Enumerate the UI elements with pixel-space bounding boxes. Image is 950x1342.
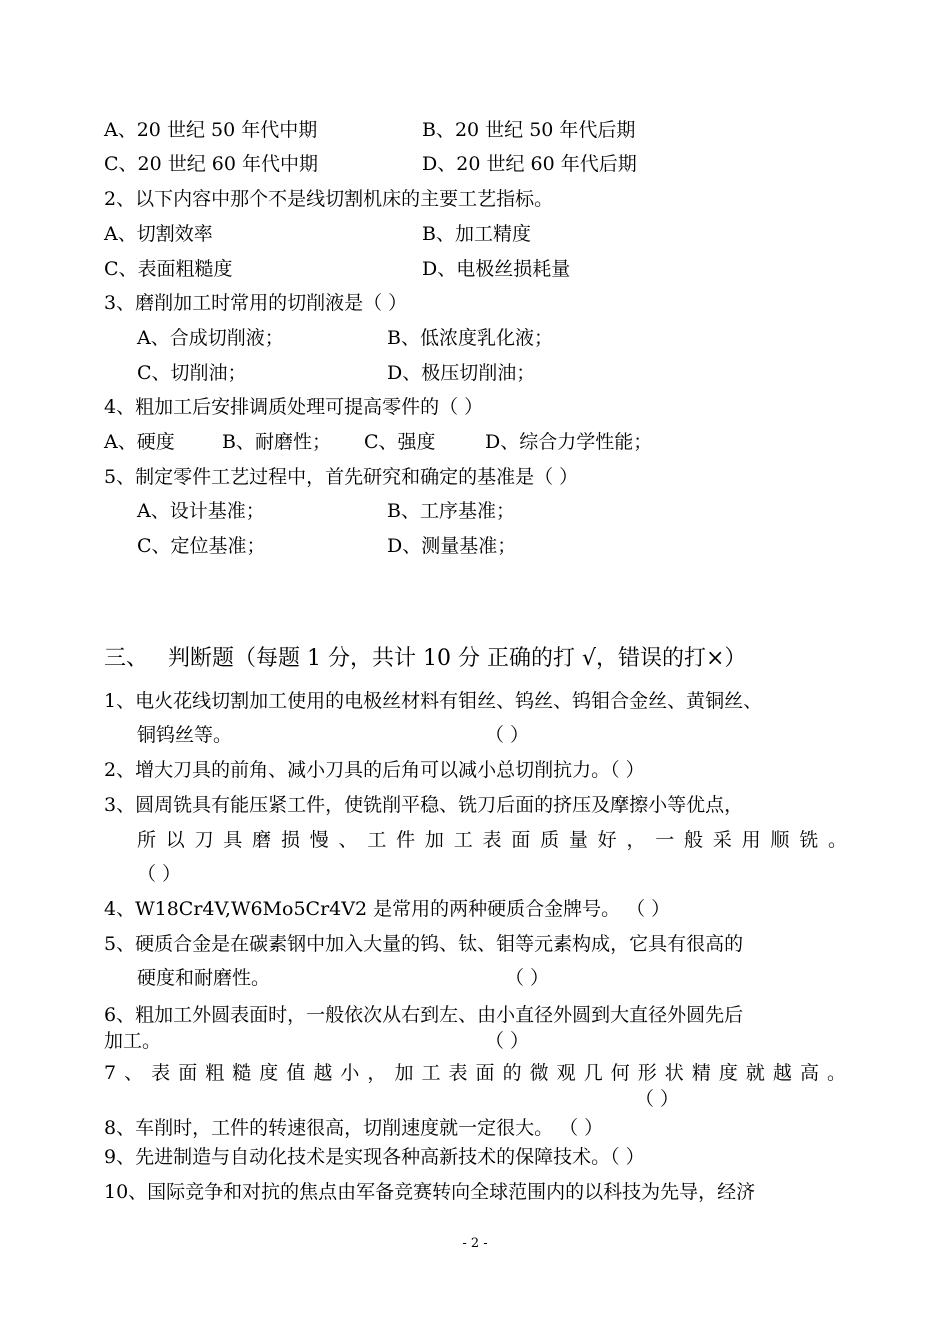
tf-q9: 9、先进制造与自动化技术是实现各种高新技术的保障技术。（ ）	[104, 1146, 645, 1168]
tf-q5-line2: 硬度和耐磨性。	[137, 967, 271, 989]
q1-option-b: B、20 世纪 50 年代后期	[422, 119, 636, 141]
q5-option-b: B、工序基准；	[387, 500, 515, 522]
tf-q6-line1: 6、粗加工外圆表面时，一般依次从右到左、由小直径外圆到大直径外圆先后	[104, 1004, 744, 1026]
q5-option-a: A、设计基准；	[137, 500, 265, 522]
q2-stem: 2、以下内容中那个不是线切割机床的主要工艺指标。	[104, 188, 554, 210]
q2-option-b: B、加工精度	[422, 223, 531, 245]
tf-q5-line1: 5、硬质合金是在碳素钢中加入大量的钨、钛、钼等元素构成，它具有很高的	[104, 933, 744, 955]
tf-q2: 2、增大刀具的前角、减小刀具的后角可以减小总切削抗力。（ ）	[104, 759, 645, 781]
tf-q3-line2: 所以刀具磨损慢、工件加工表面质量好，一般采用顺铣。	[137, 829, 847, 851]
q3-option-c: C、切削油；	[137, 362, 247, 384]
q5-stem: 5、制定零件工艺过程中，首先研究和确定的基准是（ ）	[104, 466, 579, 488]
q1-option-a: A、20 世纪 50 年代中期	[104, 119, 318, 141]
q2-option-d: D、电极丝损耗量	[422, 258, 571, 280]
tf-q1-answer: （ ）	[485, 724, 530, 746]
q2-option-c: C、表面粗糙度	[104, 258, 233, 280]
tf-q3-answer: （ ）	[137, 863, 182, 885]
tf-q10-line1: 10、国际竞争和对抗的焦点由军备竞赛转向全球范围内的以科技为先导，经济	[104, 1181, 756, 1203]
q3-option-d: D、极压切削油；	[387, 362, 536, 384]
q4-option-c: C、强度	[364, 431, 436, 453]
q3-option-a: A、合成切削液；	[137, 327, 284, 349]
tf-q8: 8、车削时，工件的转速很高，切削速度就一定很大。 （ ）	[104, 1117, 604, 1139]
tf-q1-line2: 铜钨丝等。	[137, 724, 233, 746]
tf-q5-answer: （ ）	[505, 967, 550, 989]
q5-option-c: C、定位基准；	[137, 535, 266, 557]
q4-stem: 4、粗加工后安排调质处理可提高零件的（ ）	[104, 396, 484, 418]
q4-option-d: D、综合力学性能；	[485, 431, 653, 453]
q5-option-d: D、测量基准；	[387, 535, 517, 557]
tf-q4: 4、W18Cr4V,W6Mo5Cr4V2 是常用的两种硬质合金牌号。 （ ）	[104, 898, 671, 920]
q1-option-c: C、20 世纪 60 年代中期	[104, 153, 319, 175]
page-number: - 2 -	[462, 1236, 488, 1251]
q1-option-d: D、20 世纪 60 年代后期	[422, 153, 637, 175]
q2-option-a: A、切割效率	[104, 223, 213, 245]
tf-q7-line1: 7、表面粗糙度值越小，加工表面的微观几何形状精度就越高。	[104, 1062, 846, 1084]
section-title: 判断题（每题 1 分，共计 10 分 正确的打 √，错误的打×）	[168, 646, 747, 671]
tf-q6-answer: （ ）	[485, 1030, 530, 1052]
q4-option-a: A、硬度	[104, 431, 175, 453]
section-number: 三、	[104, 646, 149, 671]
q3-option-b: B、低浓度乳化液；	[387, 327, 553, 349]
tf-q1-line1: 1、电火花线切割加工使用的电极丝材料有钼丝、钨丝、钨钼合金丝、黄铜丝、	[104, 690, 763, 712]
q4-option-b: B、耐磨性；	[222, 431, 331, 453]
tf-q6-line2: 加工。	[104, 1030, 162, 1052]
tf-q3-line1: 3、圆周铣具有能压紧工件，使铣削平稳、铣刀后面的挤压及摩擦小等优点，	[104, 794, 744, 816]
q3-stem: 3、磨削加工时常用的切削液是（ ）	[104, 292, 408, 314]
tf-q7-answer: （ ）	[635, 1088, 680, 1110]
